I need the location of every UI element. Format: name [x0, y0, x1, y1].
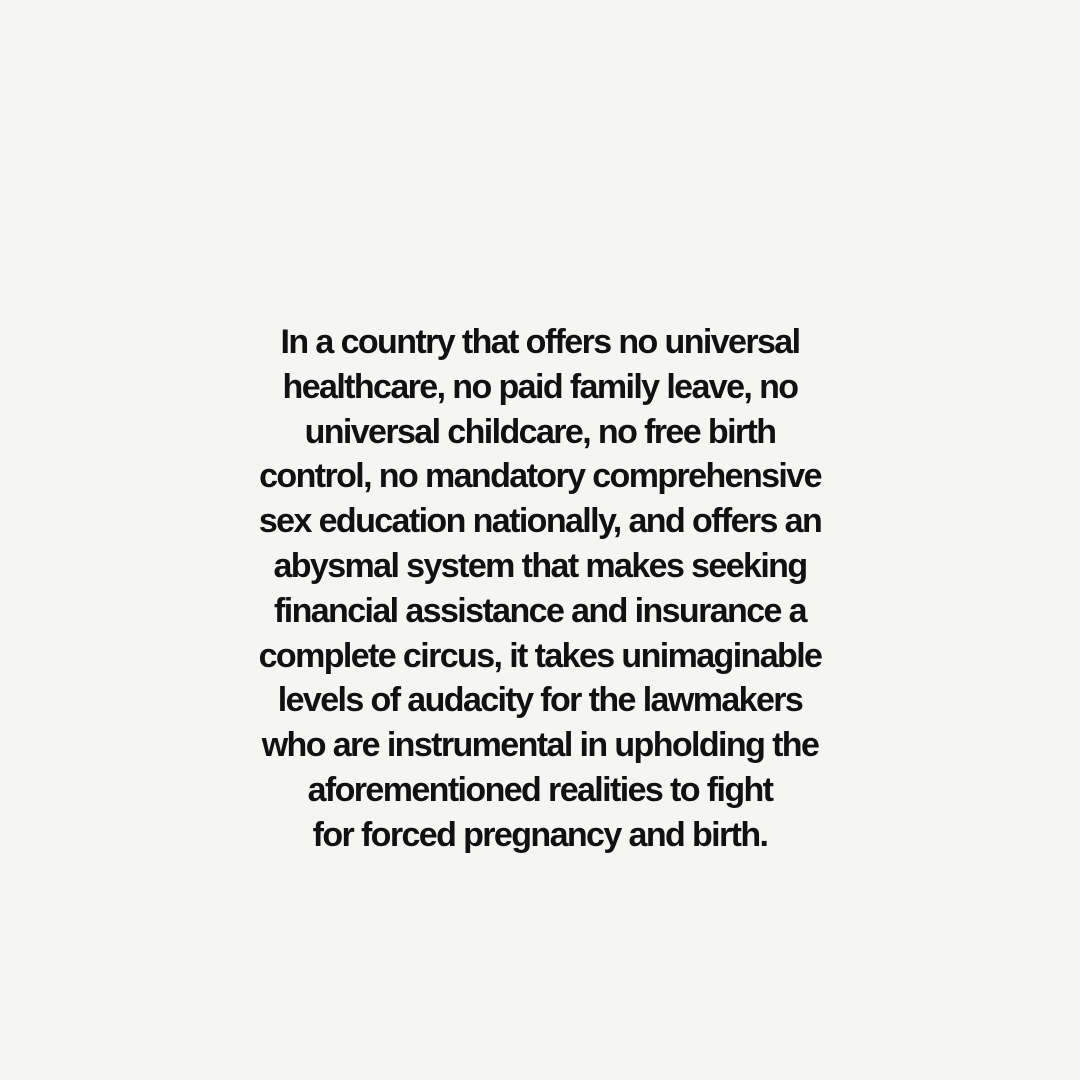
- quote-line: healthcare, no paid family leave, no: [282, 367, 798, 406]
- quote-line: complete circus, it takes unimaginable: [258, 636, 822, 675]
- quote-text: [0, 320, 1080, 858]
- quote-line: levels of audacity for the lawmakers: [277, 681, 803, 720]
- quote-line: for forced pregnancy and birth.: [312, 815, 768, 854]
- quote-line: abysmal system that makes seeking: [273, 546, 807, 585]
- quote-line: In a country that offers no universal: [280, 323, 800, 361]
- quote-line: universal childcare, no free birth: [304, 412, 776, 451]
- quote-line: aforementioned realities to fight: [307, 770, 773, 809]
- quote-line: financial assistance and insurance a: [274, 591, 806, 630]
- quote-line: sex education nationally, and offers an: [258, 502, 822, 541]
- quote-line: control, no mandatory comprehensive: [259, 457, 821, 496]
- quote-line: who are instrumental in upholding the: [261, 726, 819, 765]
